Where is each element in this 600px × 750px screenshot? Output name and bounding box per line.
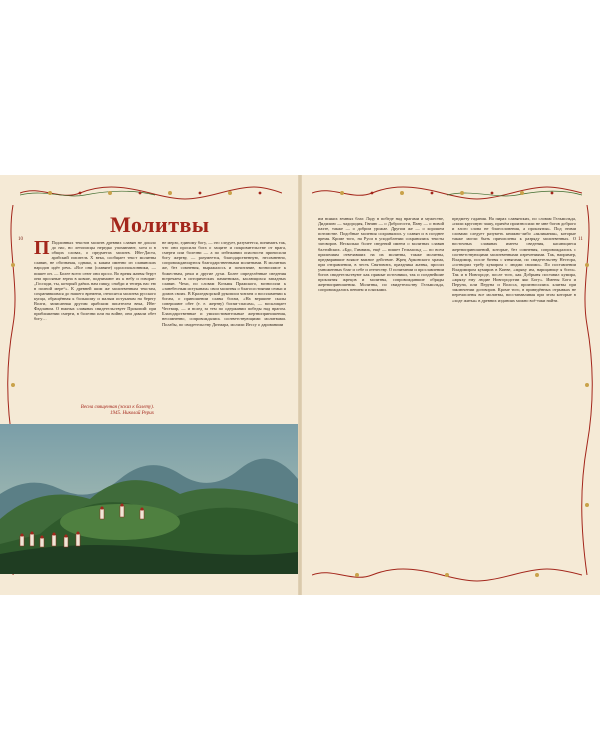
page-number-left: 10	[18, 237, 23, 242]
painting-caption	[34, 405, 154, 417]
chapter-title: Молитвы	[110, 212, 210, 237]
left-column-1-text: Подлинных текстов молитв древних славян не дошло до нас, но летописцы нередко упоминают, хота и в общих словах, о предметах молитв. Ибн-Даста, арабский писатель X века, сообщает текст молитвы славян, не обозначая, однако, к каким именно из славянских народов идёт речь. «Все они (славяне) идолопоклонники, — пишет он. — Более всего сеют они просо. Во время жатвы берут они просяные зерна в ковше, поднимают их к небу и говорят: „Господи, ты, который даёшь нам пищу, снабди и теперь нас ею в полной мере“». К древней шим же молитвенным текстам, сохранившимся до нашего времени, относятся молитва русского купца, обращённая к большому и малым истуканам на берегу Волги, записанная другим арабским писателем века, Ибн-Фадланом. О южных славянах свидетельствует Прокопий: при приближении смерти, в болезни или на войне, они давали обет богу…	[34, 240, 156, 322]
painting-caption-title: Весна священная (эскиз к балету).	[80, 405, 154, 410]
left-column-1	[34, 240, 156, 400]
drop-cap: П	[34, 240, 50, 259]
painting-caption-author: 1945. Николай Рерих	[110, 411, 154, 416]
right-side-ornament	[580, 205, 594, 575]
top-ornament-right	[312, 185, 582, 201]
right-column-1: им всяких земных благ. Ладу в победе над врагами и мужестве, Дидилию — чадородия, Гвнию — о Доброгости, Пану — о новой пахте, также — о добром урожае. Другим же — о хорошем потомстве. Подобные моления сохранялись у славян и в позднее время. Кроме того, на Руси в уподоблении сохранились тексты заговоров. Несколько более сведений имеем о молитвах славян балтийских. «Бдо, Гимвиль, ещё — пишет Гельмольд — по всем приличиям отвечавших на их молитвы, также молитвы, предварявшие всякое важное действие. Жрец Арконского храма, при отправлении, в честь Святовита, праздника жатвы, просил умноженных благ и себе и отечеству. О почитании и прославлении богов свидетельствуют как прямые источники, так и позднейшие проклятия жрецов и молитвы, сопровождавшие обряды жертвоприношения. Молитвы, по свидетельству Гельмольда, сопровождались пением и плясками.	[318, 216, 444, 293]
top-ornament-left	[20, 185, 282, 201]
painting-spring-rite	[0, 424, 298, 574]
left-column-2: не мерзо, единому богу, — это следует, разумеется, понимать так, что они просили бога о защите и покровительстве от врага, смерти или болезни — а по избежании опасности приносили богу жертву, — разумеется, благодарственную, несомненно, сопровождающуюся благодарственными молитвами. В молитвах же, без сомнения, выражалось и почитание, возносимое к божествам, реки и другие духи. Более определённые сведения встречаем в исторических памятниках, касающихся западных славян. Чехи, по словам Козьмы Пражского, возносили к «занебесным истуканам» свои молитвы о благосостоянии семьи и домов своих. В Краледворской рукописи читаем о воспламении к богам, о приношении славы богам, «На вершине скалы совершают обет (т. е. жертву) богам-спасам», — восклицает Честмир, — и вслед за тем по одержании победы над врагом. Благодарственные и умилостивительные жертвоприношения, несомненно, сопровождались соответствующими молитвами. Полабы, по свидетельству Дитмара, молили Иессу о дарованиии	[162, 240, 286, 327]
page-number-right: 11	[578, 237, 583, 242]
right-column-2: предмету гадания. На пирах славянских, по словам Гельмольда, «пили круговую чашу, причём произносили не мне богов доброго и злого слова не благословения, а проклятия». Под этими словами следует разуметь книжно-либо «акликания», которые также могли быть причислены к разряду молитвенных. О восточных славянах имеем сведения, касающиеся жертвоприношений, которые, без сомнения, сопровождались с соответствующими молитвенными изречениями. Так, например, Владимир, после битвы с ятвягами, по свидетельству Нестора, «сотворил требу кумиром с людми своими». По поставлении Владимиром кумиров в Киеве, «жряху им, нарицающе я боги». Так и в Новгороде, после того, как Добрыня поставил кумира, «жряху ему людие Новгородстии яко Богу». Имены Бога и Перуна, или Перуна и Волоса, произносились клятвы при заключении договоров. Кроме того, в приведённых отрывках не перечислены все молитвы, восстанавливая при этом которые в «ходе житья» в древних изданиях можно всё-таки найти.	[452, 216, 576, 303]
